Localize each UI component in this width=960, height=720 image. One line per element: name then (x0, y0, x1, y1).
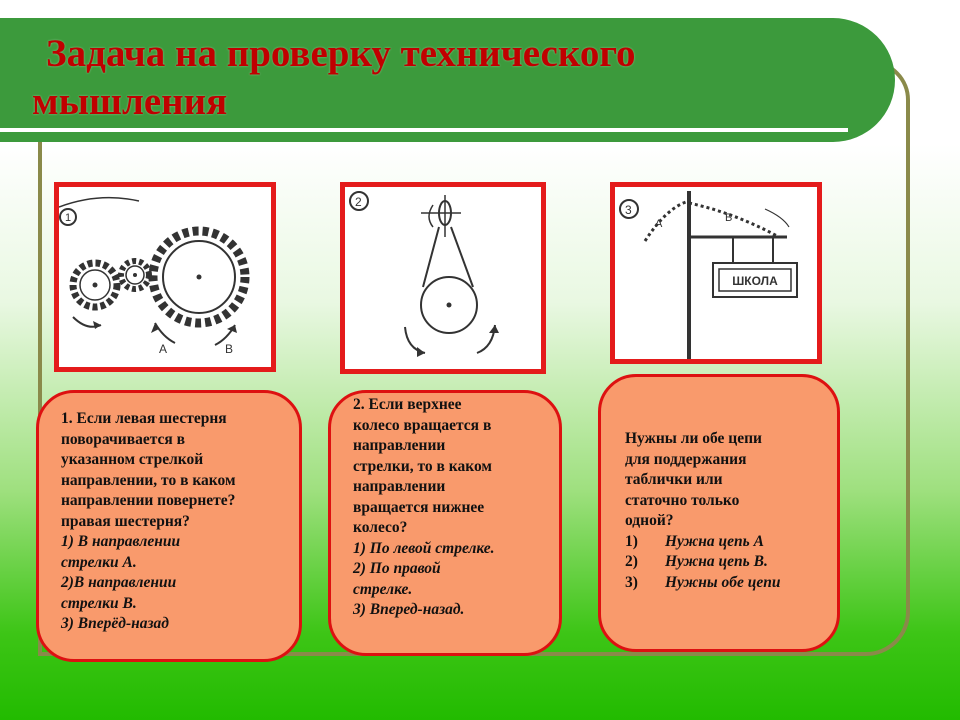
slide-title (32, 30, 852, 126)
answer-options (353, 539, 551, 621)
option-number: 2) (625, 553, 638, 570)
answer-option: 1) По левой стрелке. (353, 539, 495, 557)
question-line: направлении, то в каком (61, 471, 236, 489)
answer-option: 3) Вперёд-назад (61, 615, 169, 632)
chain-a (645, 201, 689, 241)
label-b: В (725, 212, 733, 224)
question-line: стрелки, то в каком (353, 457, 492, 475)
answer-option: 2)В направлении (61, 574, 177, 591)
picture-number: 3 (625, 203, 632, 217)
answer-option: стрелке. (353, 580, 413, 598)
answer-options (61, 532, 289, 635)
question-line: направлении повернете? (61, 492, 236, 509)
label-a: А (159, 342, 168, 356)
answer-option: 2) По правой (353, 560, 441, 577)
sign-picture (610, 182, 822, 364)
question-line: вращается нижнее (353, 498, 485, 516)
question-line: направлении (353, 437, 446, 454)
belt-left (423, 227, 439, 287)
question-line: направлении (353, 478, 446, 495)
answer-option: стрелки В. (61, 594, 137, 612)
option-number: 1) (625, 532, 638, 550)
picture-number: 2 (355, 195, 362, 209)
chain-b (689, 203, 779, 237)
title-line-2: мышления (32, 80, 228, 123)
gears-drawing (59, 187, 271, 367)
answer-option: 3) Вперед-назад. (353, 601, 465, 618)
question-line: 1. Если левая шестерня (61, 410, 227, 427)
gears-picture (54, 182, 276, 372)
title-line-1: Задача на проверку технического (46, 32, 636, 75)
question-line: статочно только (625, 491, 740, 509)
question-line: колесо вращается в (353, 416, 492, 434)
picture-number: 1 (65, 212, 72, 224)
pulley-picture (340, 182, 546, 374)
answer-option: стрелки А. (61, 553, 137, 571)
answer-option (625, 573, 829, 594)
answer-option (625, 552, 829, 573)
answer-option (625, 532, 829, 553)
option-number: 3) (625, 573, 638, 591)
question-line: одной? (625, 512, 674, 529)
question-line: для поддержания (625, 450, 747, 468)
label-a: А (655, 218, 663, 230)
arrow-a (155, 323, 175, 343)
question-line: правая шестерня? (61, 512, 190, 530)
question-line: 2. Если верхнее (353, 396, 462, 413)
question-card-1 (36, 390, 302, 662)
answer-options (625, 532, 829, 594)
question-line: поворачивается в (61, 430, 186, 448)
question-card-2 (328, 390, 562, 656)
arrow-left (405, 327, 425, 353)
question-line: таблички или (625, 471, 723, 488)
label-b: В (225, 342, 234, 356)
question-line: Нужны ли обе цепи (625, 430, 762, 447)
question-card-3 (598, 374, 840, 652)
sign-drawing (615, 187, 817, 359)
title-underline (0, 128, 848, 132)
question-line: указанном стрелкой (61, 451, 204, 468)
option-text: Нужна цепь В. (665, 553, 768, 570)
sign-text: ШКОЛА (732, 274, 778, 288)
pulley-drawing (345, 187, 541, 369)
option-text: Нужны обе цепи (665, 573, 781, 591)
question-line: колесо? (353, 519, 408, 536)
option-text: Нужна цепь А (665, 532, 764, 550)
answer-option: 1) В направлении (61, 533, 181, 550)
